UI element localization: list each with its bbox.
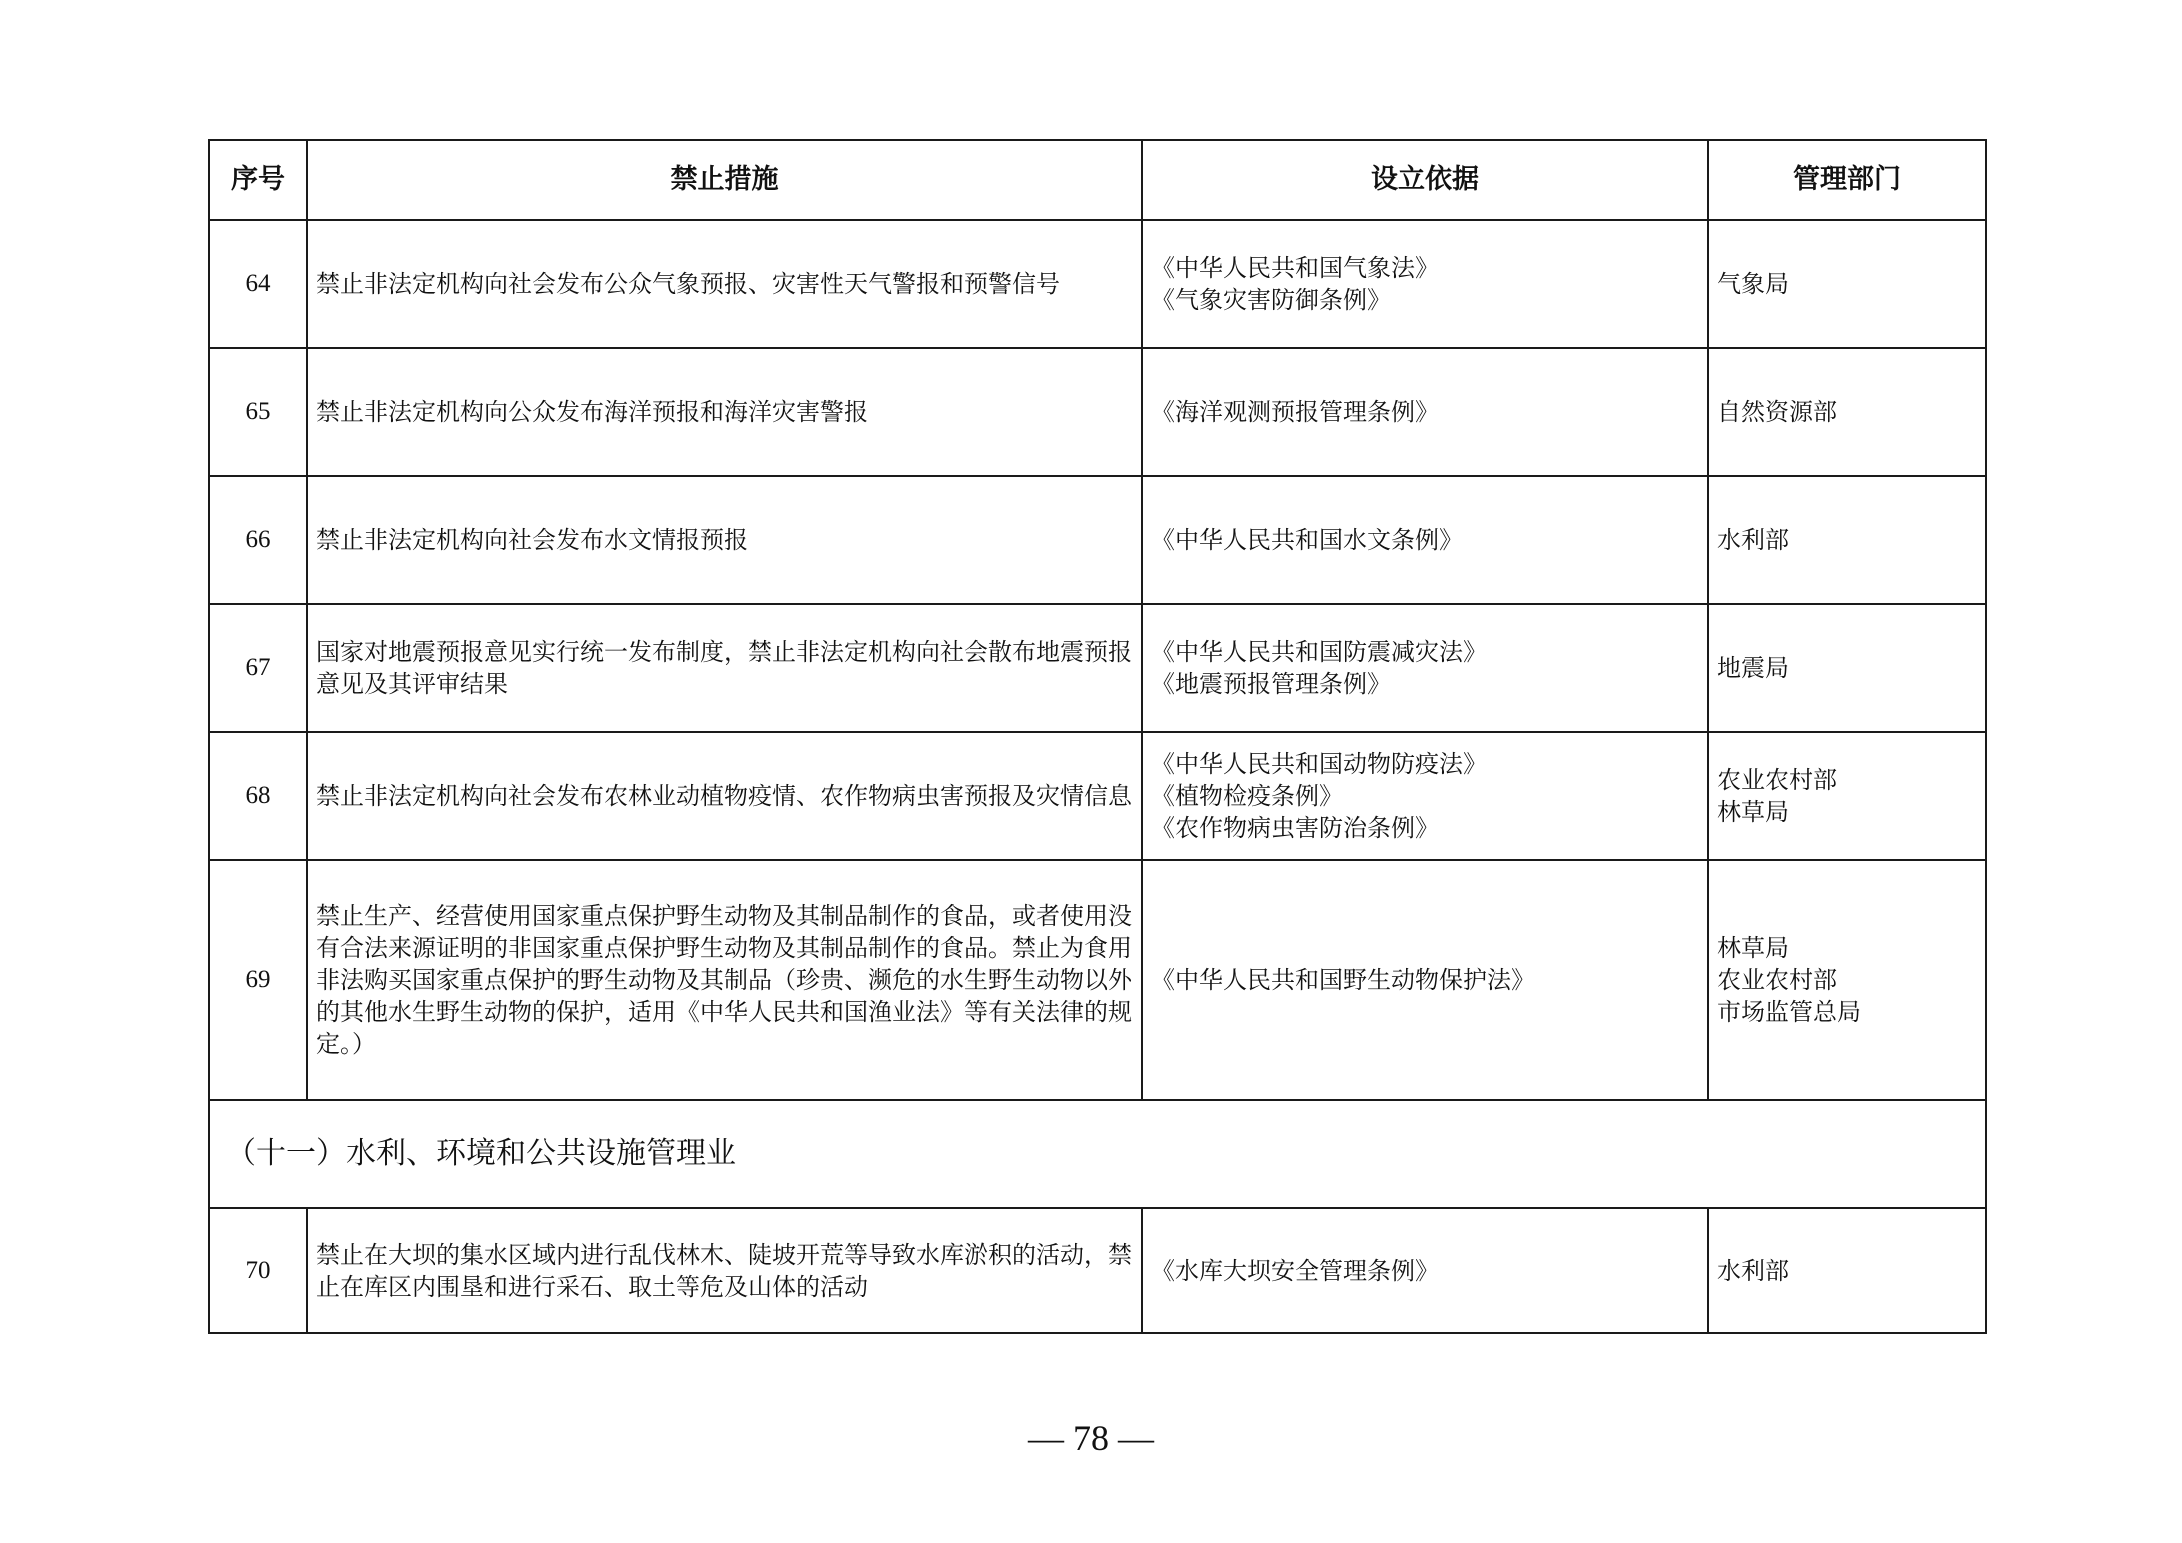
table-row: [209, 732, 1986, 860]
table-row: [209, 220, 1986, 348]
row-basis: [1142, 348, 1708, 476]
row-no: 64: [209, 220, 307, 348]
header-basis: 设立依据: [1142, 140, 1708, 220]
row-measure: 禁止生产、经营使用国家重点保护野生动物及其制品制作的食品，或者使用没有合法来源证明的非国家重点保护野生动物及其制品制作的食品。禁止为食用非法购买国家重点保护的野生动物及其制品（珍贵、濒危的水生野生动物以外的其他水生野生动物的保护，适用《中华人民共和国渔业法》等有关法律的规定。）: [307, 860, 1142, 1100]
row-department: [1708, 604, 1986, 732]
row-no: 68: [209, 732, 307, 860]
basis-line: 《农作物病虫害防治条例》: [1151, 814, 1439, 842]
row-measure: 禁止非法定机构向社会发布公众气象预报、灾害性天气警报和预警信号: [307, 220, 1142, 348]
page-number: — 78 —: [1028, 1418, 1154, 1458]
row-no: 65: [209, 348, 307, 476]
row-department: [1708, 860, 1986, 1100]
row-department: [1708, 220, 1986, 348]
department-line: 农业农村部: [1717, 966, 1837, 994]
basis-line: 《水库大坝安全管理条例》: [1151, 1256, 1439, 1285]
row-measure: 禁止非法定机构向公众发布海洋预报和海洋灾害警报: [307, 348, 1142, 476]
basis-line: 《气象灾害防御条例》: [1151, 286, 1391, 314]
basis-line: 《植物检疫条例》: [1151, 782, 1343, 810]
table-row: [209, 1208, 1986, 1333]
row-no: 70: [209, 1208, 307, 1333]
table-row: [209, 604, 1986, 732]
basis-line: 《中华人民共和国气象法》: [1151, 254, 1439, 282]
row-no: 66: [209, 476, 307, 604]
section-row: [209, 1100, 1986, 1208]
row-department: [1708, 348, 1986, 476]
department-line: 水利部: [1717, 1256, 1789, 1285]
section-title: （十一）水利、环境和公共设施管理业: [209, 1100, 1986, 1208]
row-measure: 禁止非法定机构向社会发布农林业动植物疫情、农作物病虫害预报及灾情信息: [307, 732, 1142, 860]
table-header-row: [209, 140, 1986, 220]
header-measure: 禁止措施: [307, 140, 1142, 220]
row-measure: 禁止在大坝的集水区域内进行乱伐林木、陡坡开荒等导致水库淤积的活动，禁止在库区内围垦和进行采石、取土等危及山体的活动: [307, 1208, 1142, 1333]
department-line: 市场监管总局: [1717, 998, 1861, 1026]
basis-line: 《中华人民共和国水文条例》: [1151, 526, 1463, 554]
row-basis: [1142, 604, 1708, 732]
department-line: 林草局: [1717, 934, 1789, 962]
row-no: 69: [209, 860, 307, 1100]
row-basis: [1142, 732, 1708, 860]
row-department: [1708, 732, 1986, 860]
table-row: [209, 348, 1986, 476]
row-measure: 禁止非法定机构向社会发布水文情报预报: [307, 476, 1142, 604]
row-department: [1708, 476, 1986, 604]
row-measure: 国家对地震预报意见实行统一发布制度，禁止非法定机构向社会散布地震预报意见及其评审结果: [307, 604, 1142, 732]
row-no: 67: [209, 604, 307, 732]
row-basis: [1142, 476, 1708, 604]
basis-line: 《中华人民共和国防震减灾法》: [1151, 638, 1487, 666]
basis-line: 《海洋观测预报管理条例》: [1151, 398, 1439, 426]
basis-line: 《中华人民共和国动物防疫法》: [1151, 750, 1487, 778]
department-line: 林草局: [1717, 798, 1789, 826]
department-line: 水利部: [1717, 526, 1789, 554]
regulation-table: [208, 139, 1987, 1334]
department-line: 自然资源部: [1717, 398, 1837, 426]
table-row: [209, 476, 1986, 604]
row-basis: [1142, 220, 1708, 348]
header-department: 管理部门: [1708, 140, 1986, 220]
header-no: 序号: [209, 140, 307, 220]
basis-line: 《中华人民共和国野生动物保护法》: [1151, 966, 1535, 994]
department-line: 气象局: [1717, 270, 1789, 298]
department-line: 农业农村部: [1717, 766, 1837, 794]
table-row: [209, 860, 1986, 1100]
row-basis: [1142, 1208, 1708, 1333]
row-department: [1708, 1208, 1986, 1333]
department-line: 地震局: [1717, 654, 1789, 682]
basis-line: 《地震预报管理条例》: [1151, 670, 1391, 698]
row-basis: [1142, 860, 1708, 1100]
